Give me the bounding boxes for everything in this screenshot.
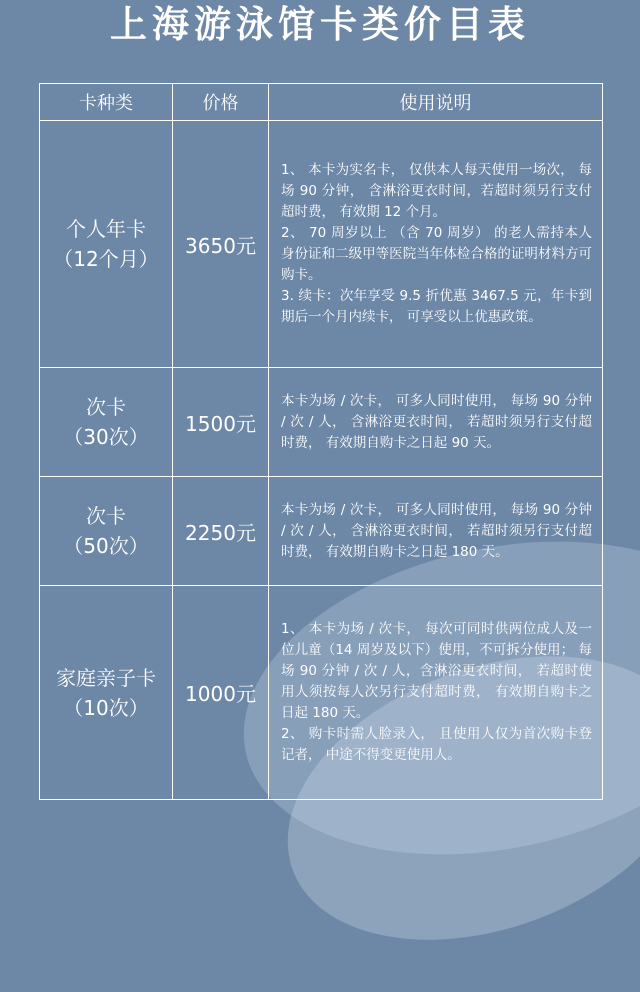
table-header-row bbox=[40, 84, 603, 121]
card-type-cell bbox=[40, 586, 173, 800]
description-paragraph: 本卡为场 / 次卡， 可多人同时使用， 每场 90 分钟 / 次 / 人， 含淋浴更衣时间， 若超时须另行支付超时费， 有效期自购卡之日起 90 天。 bbox=[281, 392, 592, 451]
card-type-name: 次卡 bbox=[86, 395, 126, 419]
description-cell bbox=[269, 368, 603, 477]
price-cell: 2250元 bbox=[173, 477, 269, 586]
description-cell bbox=[269, 586, 603, 800]
price-cell: 1500元 bbox=[173, 368, 269, 477]
table-row-30-pass bbox=[40, 368, 603, 477]
card-type-period: （50次） bbox=[63, 534, 149, 558]
price-cell: 1000元 bbox=[173, 586, 269, 800]
description-cell bbox=[269, 477, 603, 586]
description-cell bbox=[269, 121, 603, 368]
header-description: 使用说明 bbox=[269, 84, 603, 121]
table-row-family-card bbox=[40, 586, 603, 800]
price-table bbox=[39, 83, 603, 800]
header-price: 价格 bbox=[173, 84, 269, 121]
description-paragraph: 1、 本卡为实名卡， 仅供本人每天使用一场次， 每场 90 分钟， 含淋浴更衣时间，若超时须另行支付超时费， 有效期 12 个月。 bbox=[281, 162, 592, 220]
description-paragraph: 2、 购卡时需人脸录入， 且使用人仅为首次购卡登记者， 中途不得变更使用人。 bbox=[281, 726, 592, 763]
card-type-name: 个人年卡 bbox=[66, 217, 146, 241]
price-cell: 3650元 bbox=[173, 121, 269, 368]
card-type-period: （30次） bbox=[63, 425, 149, 449]
page-title: 上海游泳馆卡类价目表 bbox=[110, 3, 530, 46]
card-type-name: 次卡 bbox=[86, 504, 126, 528]
card-type-period: （10次） bbox=[63, 695, 149, 720]
description-paragraph: 1、 本卡为场 / 次卡， 每次可同时供两位成人及一位儿童（14 周岁及以下）使用，不可拆分使用； 每场 90 分钟 / 次 / 人，含淋浴更衣时间， 若超时使用人须按每人次另行支付超时费， 有效期自购卡之日起 180 天。 bbox=[281, 621, 592, 721]
description-paragraph: 2、 70 周岁以上 （含 70 周岁） 的老人需持本人身份证和二级甲等医院当年体检合格的证明材料方可购卡。 bbox=[281, 225, 592, 283]
description-paragraph: 本卡为场 / 次卡， 可多人同时使用， 每场 90 分钟 / 次 / 人， 含淋浴更衣时间， 若超时须另行支付超时费， 有效期自购卡之日起 180 天。 bbox=[281, 501, 592, 560]
card-type-period: （12个月） bbox=[53, 247, 159, 271]
card-type-cell bbox=[40, 121, 173, 368]
table-row-50-pass bbox=[40, 477, 603, 586]
card-type-cell bbox=[40, 477, 173, 586]
card-type-name: 家庭亲子卡 bbox=[56, 665, 156, 690]
header-card-type: 卡种类 bbox=[40, 84, 173, 121]
description-paragraph: 3. 续卡：次年享受 9.5 折优惠 3467.5 元，年卡到期后一个月内续卡， 可享受以上优惠政策。 bbox=[281, 288, 592, 325]
table-row-annual-card bbox=[40, 121, 603, 368]
card-type-cell bbox=[40, 368, 173, 477]
